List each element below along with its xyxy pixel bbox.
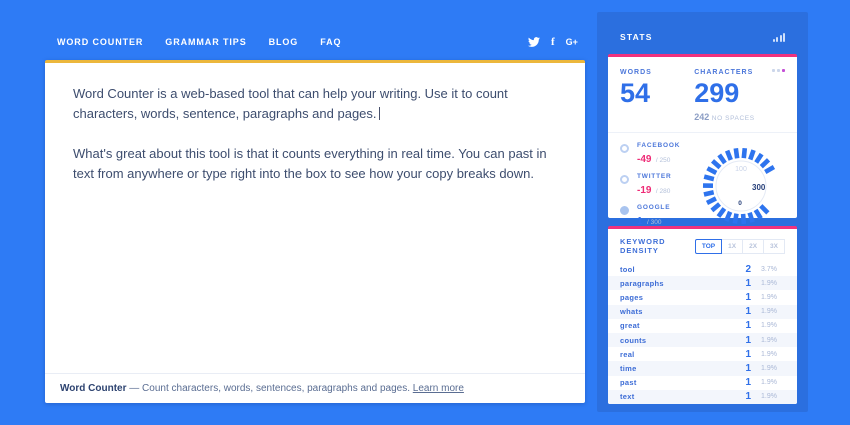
keyword-count: 2 — [745, 263, 751, 275]
editor-paragraph: What's great about this tool is that it counts everything in real time. You can past in text from anywhere or type right into the box to see how your copy breaks down. — [73, 146, 547, 182]
characters-counter — [694, 69, 785, 122]
limit-value: / 280 — [655, 188, 671, 195]
facebook-icon[interactable]: f — [551, 36, 555, 48]
counters-row — [620, 69, 785, 122]
keyword-density-title: KEYWORD DENSITY — [620, 237, 666, 255]
keyword-label: past — [620, 378, 637, 388]
keyword-row — [608, 390, 797, 404]
keyword-label: real — [620, 349, 635, 359]
network-circle-icon — [620, 144, 629, 153]
network-label: TWITTER — [637, 173, 672, 180]
network-label: GOOGLE — [637, 204, 671, 211]
social-limits-list — [620, 142, 697, 235]
network-label: FACEBOOK — [637, 142, 681, 149]
density-tab[interactable]: 3X — [763, 239, 785, 254]
keyword-count: 1 — [745, 320, 751, 332]
keyword-label: pages — [620, 292, 644, 302]
character-gauge — [697, 142, 785, 235]
characters-value: 299 — [694, 78, 740, 108]
no-spaces-count: 242 NO SPACES — [694, 112, 755, 122]
keyword-count: 1 — [745, 377, 751, 389]
remaining-value: -19 — [637, 185, 652, 196]
social-limit-row — [620, 173, 697, 198]
nav-item[interactable]: GRAMMAR TIPS — [165, 37, 247, 47]
keyword-label: whats — [620, 307, 643, 317]
social-limit-row — [620, 204, 697, 229]
keyword-percent: 1.9% — [761, 293, 777, 301]
network-circle-icon — [620, 175, 629, 184]
footer-brand: Word Counter — [60, 383, 127, 394]
keyword-count: 1 — [745, 334, 751, 346]
keyword-percent: 1.9% — [761, 308, 777, 316]
density-tab[interactable]: TOP — [695, 239, 722, 254]
keyword-percent: 1.9% — [761, 322, 777, 330]
keyword-label: time — [620, 363, 637, 373]
network-circle-icon — [620, 206, 629, 215]
words-value: 54 — [620, 78, 651, 108]
learn-more-link[interactable]: Learn more — [412, 383, 464, 394]
text-cursor — [379, 107, 380, 120]
keyword-count: 1 — [745, 348, 751, 360]
gauge-label-100: 100 — [735, 166, 747, 173]
editor-footer — [45, 373, 585, 403]
keyword-row — [608, 305, 797, 319]
text-editor-card — [45, 60, 585, 403]
keyword-percent: 1.9% — [761, 279, 777, 287]
keyword-density-card — [608, 226, 797, 404]
keyword-row — [608, 290, 797, 304]
characters-label: CHARACTERS — [694, 69, 754, 76]
remaining-value: 1 — [637, 216, 643, 227]
nav-item[interactable]: WORD COUNTER — [57, 37, 144, 47]
density-tab[interactable]: 2X — [742, 239, 764, 254]
keyword-row — [608, 276, 797, 290]
limit-value: / 250 — [655, 157, 671, 164]
keyword-count: 1 — [745, 362, 751, 374]
remaining-value: -49 — [637, 154, 652, 165]
google-plus-icon[interactable]: G+ — [565, 37, 578, 47]
keyword-label: text — [620, 392, 635, 402]
keyword-row — [608, 347, 797, 361]
keyword-label: paragraphs — [620, 278, 664, 288]
bar-chart-icon — [773, 33, 786, 42]
keyword-count: 1 — [745, 291, 751, 303]
limit-value: / 300 — [647, 219, 662, 226]
social-limit-row — [620, 142, 697, 167]
keyword-row — [608, 319, 797, 333]
editor-paragraph: Word Counter is a web-based tool that can help your writing. Use it to count characters, words, sentence, paragraphs and pages. — [73, 86, 508, 122]
nav-item[interactable]: FAQ — [320, 37, 342, 47]
keyword-count: 1 — [745, 391, 751, 403]
keyword-label: counts — [620, 335, 647, 345]
keyword-count: 1 — [745, 277, 751, 289]
keyword-percent: 3.7% — [761, 265, 777, 273]
stats-sidebar — [597, 12, 808, 412]
keyword-label: great — [620, 321, 640, 331]
nav-social-links — [528, 35, 578, 49]
nav-item[interactable]: BLOG — [268, 37, 299, 47]
density-tab[interactable]: 1X — [721, 239, 743, 254]
sidebar-header — [608, 12, 797, 54]
keyword-label: tool — [620, 264, 635, 274]
mini-dots-icon — [772, 69, 785, 72]
main-nav — [57, 37, 341, 47]
gauge-label-300: 300 — [752, 183, 766, 192]
keyword-percent: 1.9% — [761, 393, 777, 401]
words-label: WORDS — [620, 69, 652, 76]
keyword-row — [608, 361, 797, 375]
keyword-percent: 1.9% — [761, 350, 777, 358]
keyword-percent: 1.9% — [761, 336, 777, 344]
keyword-row — [608, 333, 797, 347]
keyword-percent: 1.9% — [761, 379, 777, 387]
keyword-row — [608, 376, 797, 390]
twitter-icon[interactable] — [528, 37, 540, 47]
keyword-count: 1 — [745, 306, 751, 318]
stats-title: STATS — [620, 32, 653, 42]
keyword-percent: 1.9% — [761, 364, 777, 372]
keyword-density-tabs — [695, 239, 785, 254]
words-counter — [620, 69, 694, 122]
gauge-label-0: 0 — [738, 200, 742, 207]
text-input-area[interactable] — [45, 63, 585, 185]
footer-description: — Count characters, words, sentences, paragraphs and pages. — [126, 383, 413, 394]
keyword-list — [608, 262, 797, 404]
no-spaces-label: NO SPACES — [711, 115, 755, 122]
social-limits-section — [620, 133, 785, 235]
keyword-row — [608, 262, 797, 276]
stats-card — [608, 54, 797, 227]
